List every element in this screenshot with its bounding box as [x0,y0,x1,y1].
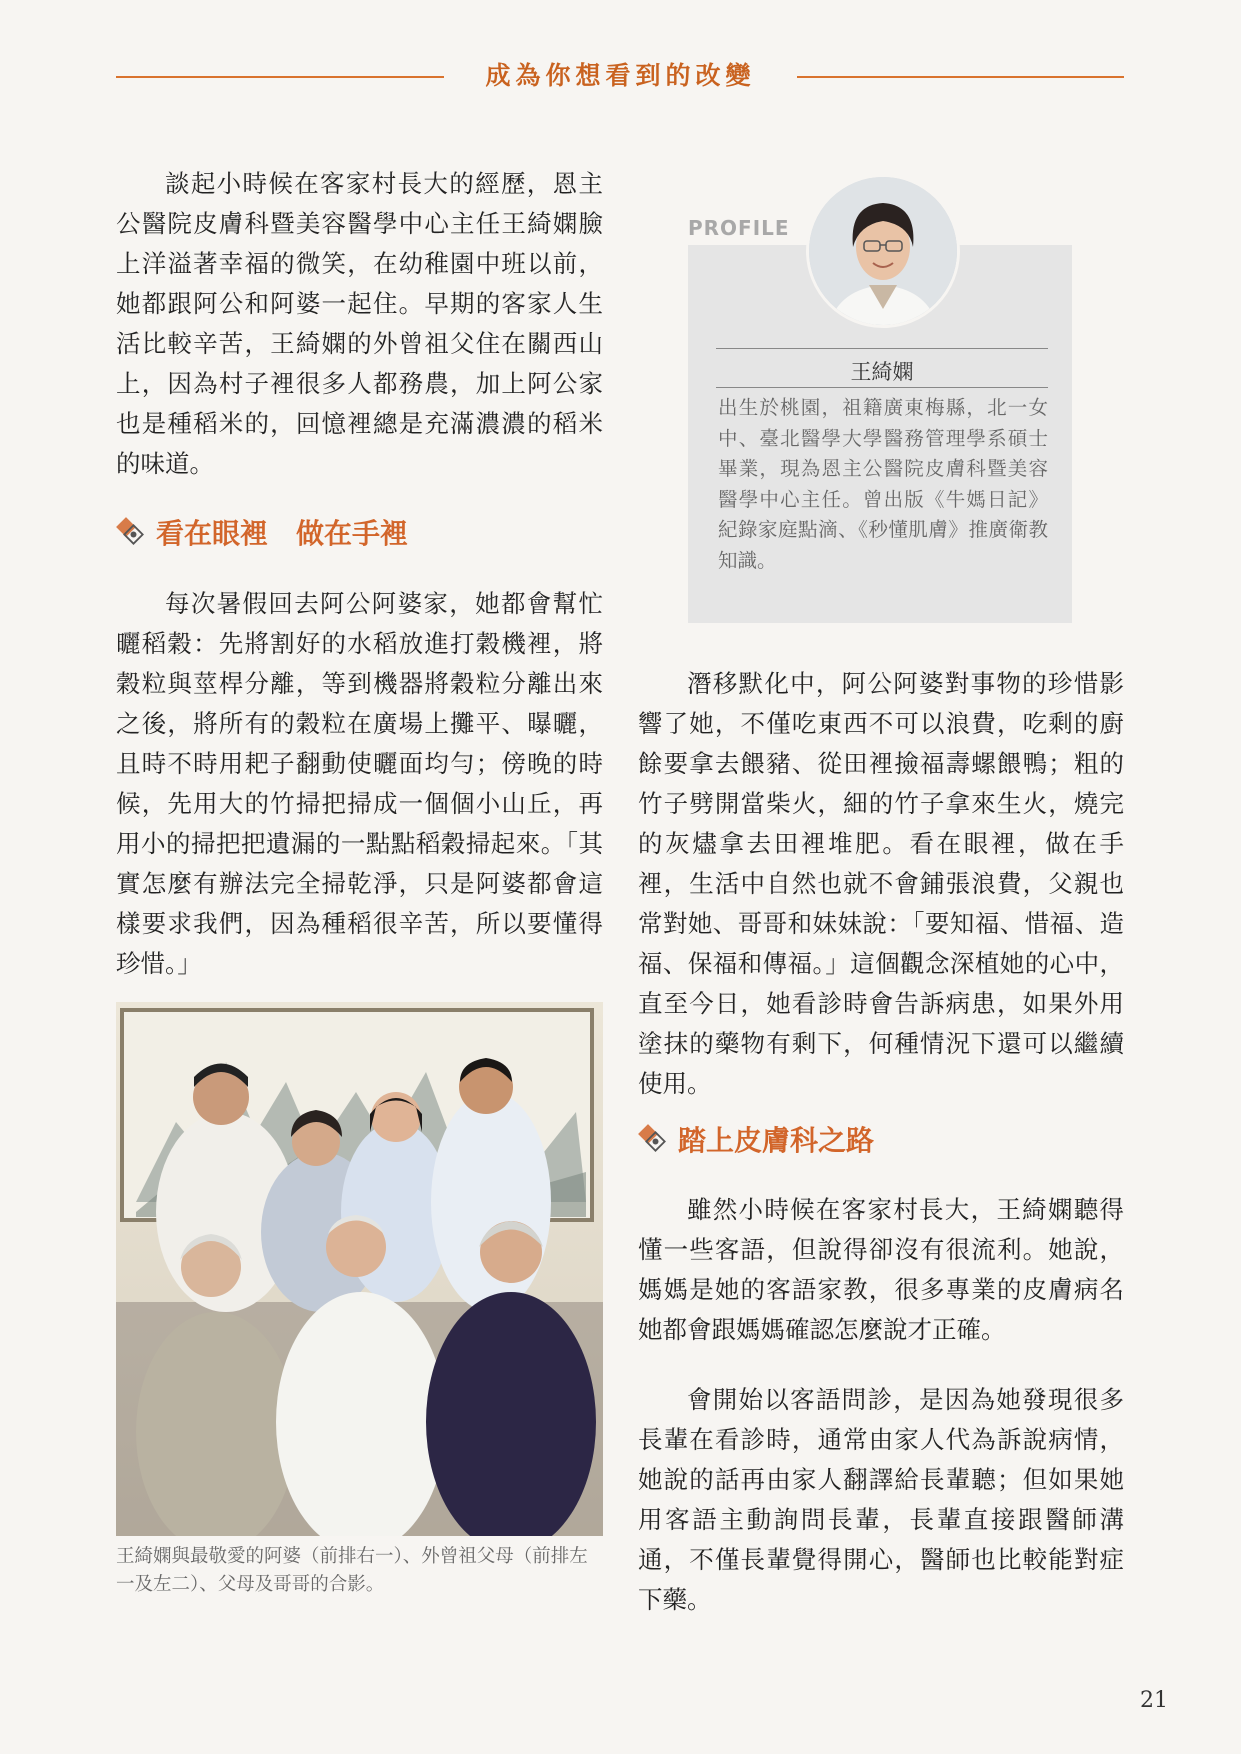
right-paragraph-1: 潛移默化中，阿公阿婆對事物的珍惜影響了她，不僅吃東西不可以浪費，吃剩的廚餘要拿去餵豬、從田裡撿福壽螺餵鴨；粗的竹子劈開當柴火，細的竹子拿來生火，燒完的灰燼拿去田裡堆肥。看在眼裡，做在手裡，生活中自然也就不會鋪張浪費，父親也常對她、哥哥和妹妹說：「要知福、惜福、造福、保福和傳福。」這個觀念深植她的心中，直至今日，她看診時會告訴病患，如果外用塗抹的藥物有剩下，何種情況下還可以繼續使用。 [638,669,1124,1098]
family-photo [116,1002,603,1536]
profile-name: 王綺嫻 [850,360,914,384]
right-paragraph-3: 會開始以客語問診，是因為她發現很多長輩在看診時，通常由家人代為訴說病情，她說的話再由家人翻譯給長輩聽；但如果她用客語主動詢問長輩，長輩直接跟醫師溝通，不僅長輩覺得開心，醫師也比較能對症下藥。 [638,1385,1124,1614]
section-heading-1 [116,512,408,552]
header-rule-right [797,76,1124,78]
family-photo-image [116,1002,603,1536]
section-heading-2-text: 踏上皮膚科之路 [678,1124,875,1157]
section-bullet-icon [116,517,146,547]
section-heading-1-text: 看在眼裡 做在手裡 [156,517,409,550]
photo-caption: 王綺嫻與最敬愛的阿婆（前排右一）、外曾祖父母（前排左一及左二）、父母及哥哥的合影。 [116,1546,588,1595]
right-paragraph-2: 雖然小時候在客家村長大，王綺嫻聽得懂一些客語，但說得卻沒有很流利。她說，媽媽是她的客語家教，很多專業的皮膚病名她都會跟媽媽確認怎麼說才正確。 [638,1195,1124,1344]
profile-bio: 出生於桃園，祖籍廣東梅縣，北一女中、臺北醫學大學醫務管理學系碩士畢業，現為恩主公醫院皮膚科暨美容醫學中心主任。曾出版《牛媽日記》紀錄家庭點滴、《秒懂肌膚》推廣衛教知識。 [718,396,1048,572]
profile-portrait-image [809,177,957,325]
header-rule-left [116,76,444,78]
profile-rule-top [716,348,1048,349]
header-title: 成為你想看到的改變 [485,61,756,90]
section-heading-2 [638,1119,874,1159]
profile-label: PROFILE [688,216,790,240]
section-bullet-icon [638,1124,668,1154]
page-number: 21 [1140,1688,1168,1713]
profile-avatar [806,174,960,328]
profile-rule-bottom [716,387,1048,388]
section1-paragraph: 每次暑假回去阿公阿婆家，她都會幫忙曬稻穀：先將割好的水稻放進打穀機裡，將穀粒與莖桿分離，等到機器將穀粒分離出來之後，將所有的穀粒在廣場上攤平、曝曬，且時不時用耙子翻動使曬面均勻；傍晚的時候，先用大的竹掃把掃成一個個小山丘，再用小的掃把把遺漏的一點點稻穀掃起來。「其實怎麼有辦法完全掃乾淨，只是阿婆都會這樣要求我們，因為種稻很辛苦，所以要懂得珍惜。」 [116,589,603,978]
intro-paragraph: 談起小時候在客家村長大的經歷，恩主公醫院皮膚科暨美容醫學中心主任王綺嫻臉上洋溢著幸福的微笑，在幼稚園中班以前，她都跟阿公和阿婆一起住。早期的客家人生活比較辛苦，王綺嫻的外曾祖父住在關西山上，因為村子裡很多人都務農，加上阿公家也是種稻米的，回憶裡總是充滿濃濃的稻米的味道。 [116,169,603,478]
